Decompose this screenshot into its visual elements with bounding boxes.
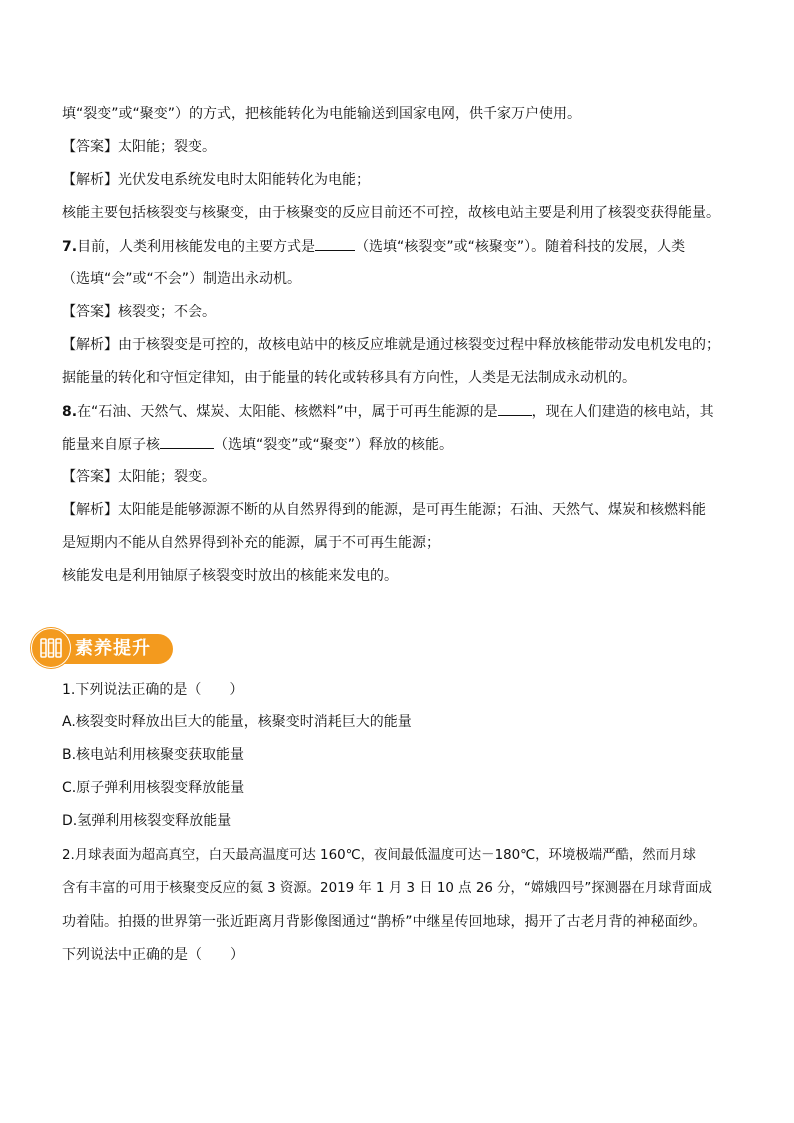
q8-line2 [62, 434, 453, 455]
section-title: 素养提升 [75, 638, 151, 659]
q6-answer [62, 137, 216, 157]
question-number: 7. [62, 239, 78, 255]
q6-line: 填“裂变”或“聚变”）的方式，把核能转化为电能输送到国家电网，供千家万户使用。 [62, 106, 582, 122]
answer-text: 核裂变；不会。 [118, 304, 216, 320]
q8-answer [62, 467, 216, 487]
p2-line-4: 下列说法中正确的是（ ） [62, 947, 244, 963]
analysis-tag: 【解析】 [62, 502, 118, 518]
section-banner [31, 628, 173, 668]
q7-analysis-2: 据能量的转化和守恒定律知，由于能量的转化或转移具有方向性，人类是无法制成永动机的。 [62, 370, 636, 386]
p2-line-3: 功着陆。拍摄的世界第一张近距离月背影像图通过“鹊桥”中继星传回地球，揭开了古老月背的神秘面纱。 [62, 914, 707, 930]
q8-analysis-2: 是短期内不能从自然界得到补充的能源，属于不可再生能源； [62, 535, 440, 551]
q7-analysis-1 [62, 335, 720, 355]
answer-blank [315, 236, 355, 251]
books-icon [31, 628, 71, 668]
q7-stem [62, 236, 685, 257]
q8-analysis-3: 核能发电是利用铀原子核裂变时放出的核能来发电的。 [62, 568, 398, 584]
q8-analysis-1 [62, 500, 706, 520]
q7-text-b: （选填“核裂变”或“核聚变”）。随着科技的发展，人类 [355, 239, 686, 255]
analysis-tag: 【解析】 [62, 337, 118, 353]
answer-text: 太阳能；裂变。 [118, 139, 216, 155]
p1-stem: 1.下列说法正确的是（ ） [62, 682, 244, 698]
answer-tag: 【答案】 [62, 139, 118, 155]
p1-option-a: A.核裂变时释放出巨大的能量，核聚变时消耗巨大的能量 [62, 714, 412, 730]
answer-tag: 【答案】 [62, 469, 118, 485]
answer-tag: 【答案】 [62, 304, 118, 320]
q8-line2-a: 能量来自原子核 [62, 437, 160, 453]
analysis-text: 太阳能是能够源源不断的从自然界得到的能源，是可再生能源；石油、天然气、煤炭和核燃料能 [118, 502, 706, 518]
answer-blank [498, 401, 532, 416]
p1-option-b: B.核电站利用核聚变获取能量 [62, 747, 245, 763]
analysis-text: 光伏发电系统发电时太阳能转化为电能； [118, 172, 370, 188]
q6-analysis-2: 核能主要包括核裂变与核聚变，由于核聚变的反应目前还不可控，故核电站主要是利用了核裂变获得能量。 [62, 205, 720, 221]
q7-line2: （选填“会”或“不会”）制造出永动机。 [62, 271, 302, 287]
p1-option-d: D.氢弹利用核裂变释放能量 [62, 813, 232, 829]
q8-text-a: 在“石油、天然气、煤炭、太阳能、核燃料”中，属于可再生能源的是 [77, 404, 498, 420]
q8-line2-b: （选填“裂变”或“聚变”）释放的核能。 [214, 437, 454, 453]
q7-answer [62, 302, 216, 322]
p2-line-1: 2.月球表面为超高真空，白天最高温度可达 160℃，夜间最低温度可达－180℃，环境极端严酷，然而月球 [62, 848, 696, 863]
q8-stem [62, 401, 714, 422]
q8-text-b: ，现在人们建造的核电站，其 [531, 404, 714, 420]
p1-option-c: C.原子弹利用核裂变释放能量 [62, 780, 245, 796]
answer-blank [160, 434, 214, 449]
analysis-tag: 【解析】 [62, 172, 118, 188]
p2-line-2: 含有丰富的可用于核聚变反应的氦 3 资源。2019 年 1 月 3 日 10 点 26 分，“嫦娥四号”探测器在月球背面成 [62, 881, 712, 896]
analysis-text: 由于核裂变是可控的，故核电站中的核反应堆就是通过核裂变过程中释放核能带动发电机发电的； [118, 337, 720, 353]
q7-text-a: 目前，人类利用核能发电的主要方式是 [77, 239, 316, 255]
question-number: 8. [62, 404, 78, 420]
q6-analysis-1 [62, 170, 370, 190]
answer-text: 太阳能；裂变。 [118, 469, 216, 485]
